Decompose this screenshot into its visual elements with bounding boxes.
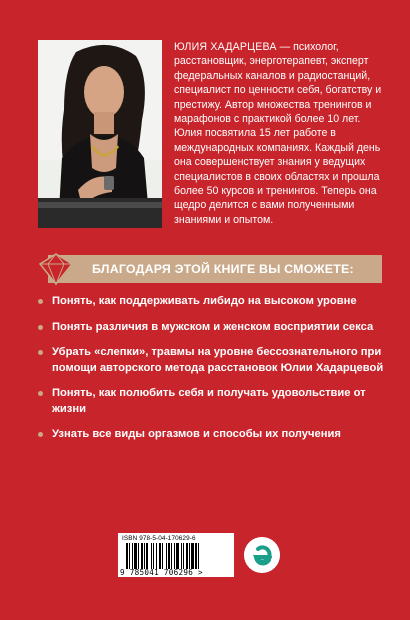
barcode-bars-icon [126, 543, 226, 569]
bullet-icon [38, 299, 43, 304]
diamond-icon [38, 252, 74, 286]
bullet-icon [38, 325, 43, 330]
benefit-text: Понять различия в мужском и женском восприятии секса [52, 320, 374, 333]
bullet-icon [38, 391, 43, 396]
author-photo [38, 40, 162, 228]
bullet-icon [38, 432, 43, 437]
benefit-item [38, 320, 388, 336]
bullet-icon [38, 350, 43, 355]
benefit-item [38, 294, 388, 310]
isbn-label: ISBN 978-5-04-170629-6 [122, 535, 196, 542]
benefits-banner [38, 252, 382, 286]
barcode [118, 533, 234, 577]
benefit-text: Узнать все виды оргазмов и способы их получения [52, 428, 341, 440]
barcode-digits: 9 785041 706296 > [120, 568, 203, 577]
author-bio-text: — психолог, расстановщик, энерготерапевт, эксперт федеральных каналов и радиостанций, специалист по ценности себя, богатству и престижу. Автор множества тренингов и марафонов с практикой более 10 лет. Юлия посвятила 15 лет работе в международных компаниях. Каждый день она совершенствует знания у ведущих специалистов в своих областях и прошла более 50 курсов и тренингов. Теперь она щедро делится с вами полученными знаниями и опытом. [174, 41, 382, 226]
benefits-list [38, 294, 388, 443]
author-bio [174, 40, 388, 227]
banner-title: БЛАГОДАРЯ ЭТОЙ КНИГЕ ВЫ СМОЖЕТЕ: [92, 262, 354, 276]
benefit-text: Понять, как поддерживать либидо на высоком уровне [52, 295, 357, 307]
benefit-text: Убрать «слепки», травмы на уровне бессознательного при помощи авторского метода расстановок Юлии Хадарцевой [52, 346, 384, 374]
benefit-text: Понять, как полюбить себя и получать удовольствие от жизни [52, 387, 366, 415]
author-portrait-image [38, 40, 162, 228]
benefit-item [38, 427, 388, 443]
benefit-item [38, 386, 388, 417]
author-name: ЮЛИЯ ХАДАРЦЕВА [174, 41, 277, 53]
benefit-item [38, 345, 388, 376]
publisher-logo-icon [244, 537, 280, 573]
